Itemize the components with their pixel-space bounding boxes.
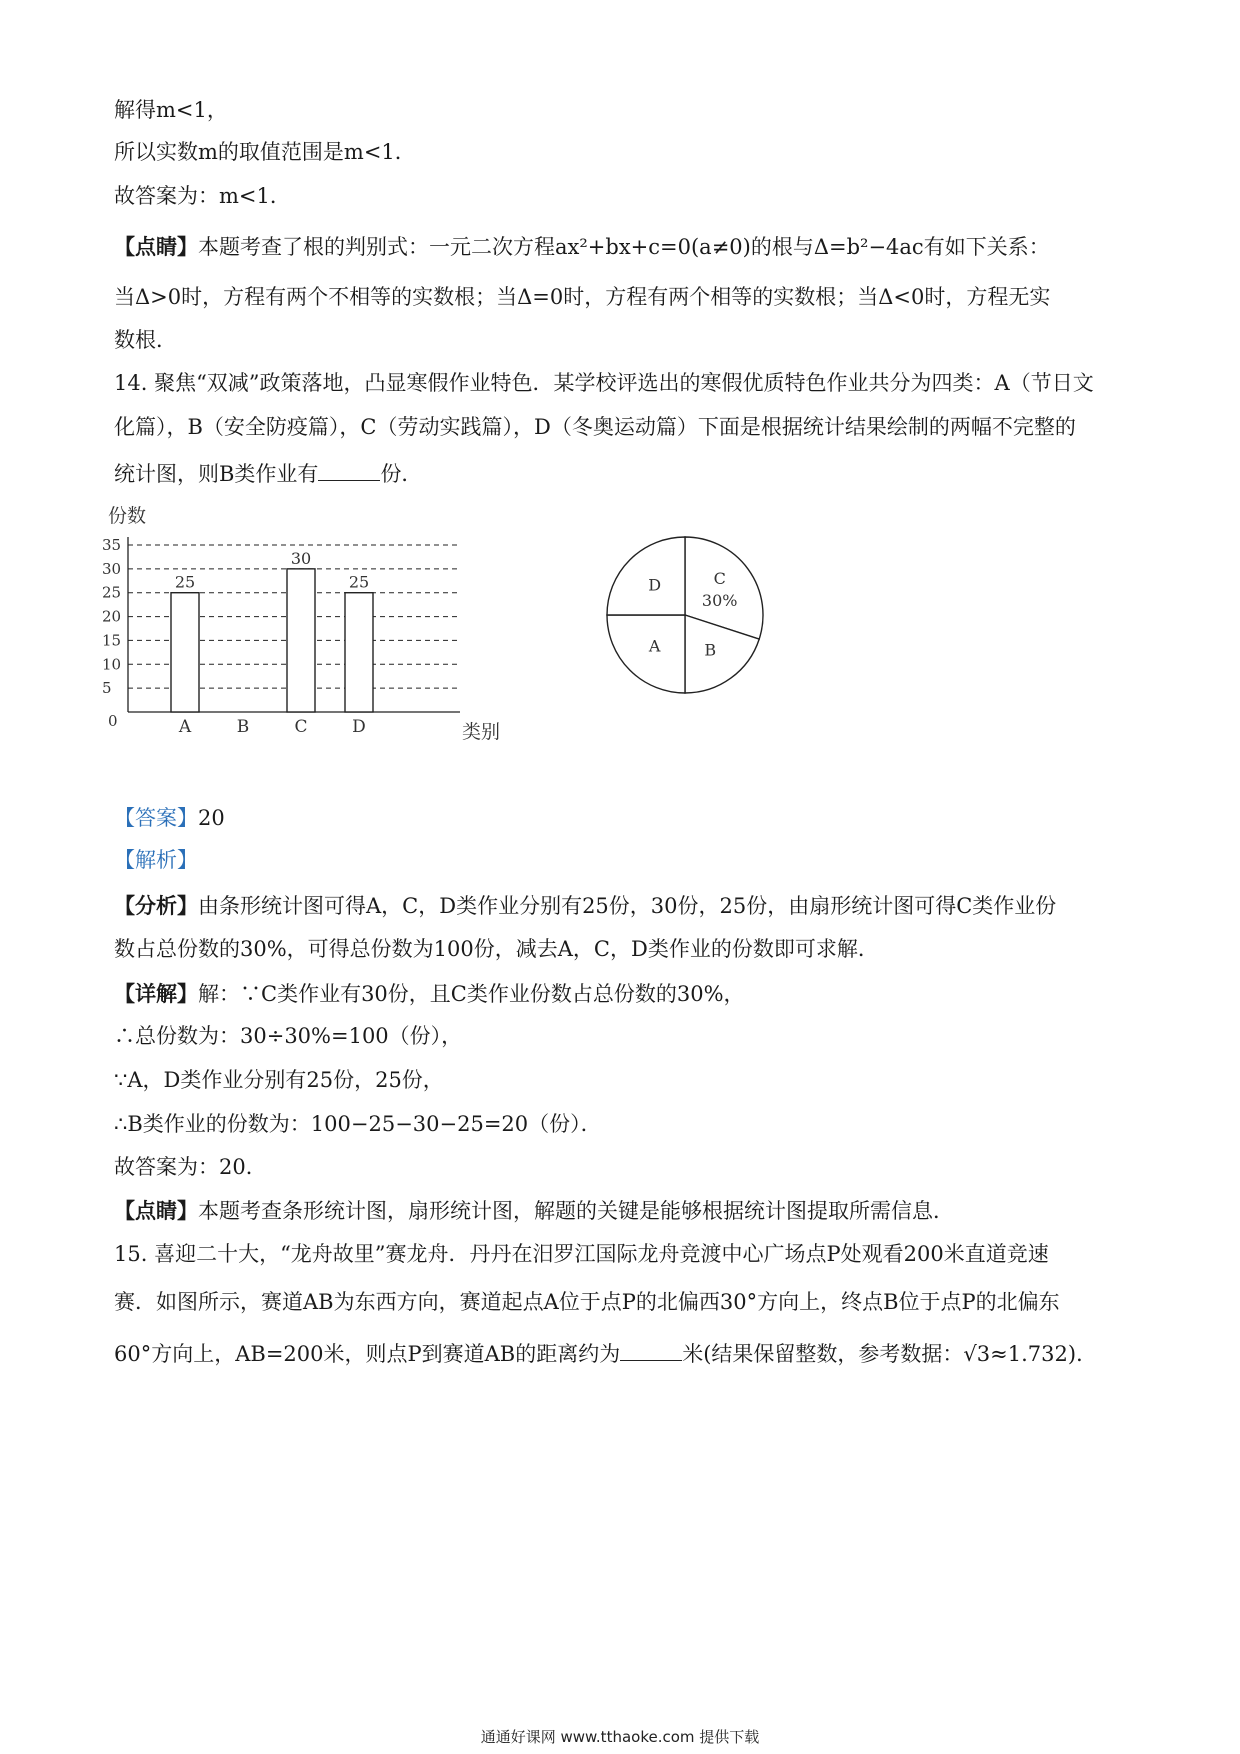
analysis-text-2: 数占总份数的30%，可得总份数为100份，减去A，C，D类作业的份数即可求解． [114, 937, 879, 961]
footer-text: 通通好课网 www.tthaoke.com 提供下载 [480, 1728, 760, 1746]
pie-chart [595, 525, 775, 705]
remark-paragraph-1 [114, 236, 1050, 258]
analysis-tag: 【分析】 [114, 893, 198, 918]
pie-label: C [713, 568, 726, 588]
bar-D [345, 593, 373, 712]
x-tick-label: B [236, 717, 250, 737]
final-remark [114, 1200, 954, 1222]
bar-C [287, 569, 315, 712]
q15-line-3 [114, 1342, 1097, 1365]
analysis-paragraph [114, 895, 1056, 917]
bar-data-label: 30 [290, 548, 312, 568]
pie-slice-D [607, 537, 685, 615]
pie-percent-label: 30% [701, 590, 738, 610]
x-tick-label: A [178, 717, 192, 737]
detail-text-4: ∴B类作业的份数为：100−25−30−25=20（份）． [114, 1112, 602, 1136]
detail-paragraph [114, 983, 745, 1005]
remark-text-1: 本题考查了根的判别式：一元二次方程ax²+bx+c=0(a≠0)的根与Δ=b²−4ac有如下关系： [198, 235, 1050, 259]
q14-line-1: 14. 聚焦“双减”政策落地，凸显寒假作业特色．某学校评选出的寒假优质特色作业共分为四类：A（节日文 [114, 371, 1094, 395]
q14-line-3 [114, 462, 422, 485]
answer-line [114, 808, 225, 829]
answer-blank [318, 462, 380, 481]
x-tick-label: D [352, 717, 366, 737]
y-tick-label: 35 [102, 536, 122, 554]
detail-text-2: ∴总份数为：30÷30%=100（份）， [114, 1024, 463, 1048]
final-remark-tag: 【点睛】 [114, 1198, 198, 1223]
analysis-heading: 【解析】 [114, 848, 198, 872]
y-tick-label: 15 [102, 631, 122, 650]
pie-label: A [648, 636, 661, 656]
q15-answer-blank [620, 1342, 682, 1361]
solution-line-3: 故答案为：m<1． [114, 184, 291, 208]
q14-line-3-text: 统计图，则B类作业有 [114, 462, 319, 486]
final-remark-text: 本题考查条形统计图，扇形统计图，解题的关键是能够根据统计图提取所需信息． [198, 1199, 954, 1223]
q14-line-3-end: 份． [380, 462, 423, 486]
q15-line-3-end: 米(结果保留整数，参考数据：√3≈1.732)． [682, 1342, 1098, 1366]
bar-data-label: 25 [348, 572, 370, 592]
pie-slice-A [607, 615, 685, 693]
q14-line-2: 化篇），B（安全防疫篇），C（劳动实践篇），D（冬奥运动篇）下面是根据统计结果绘制的两幅不完整的 [114, 415, 1076, 439]
y-tick-label: 25 [102, 583, 122, 602]
bar-A [171, 593, 199, 712]
y-tick-label: 20 [102, 607, 122, 626]
x-axis-label: 类别 [462, 721, 501, 743]
q15-line-3-text: 60°方向上，AB=200米，则点P到赛道AB的距离约为 [114, 1342, 621, 1366]
x-tick-label: C [294, 717, 308, 737]
pie-label: B [704, 640, 717, 660]
bar-data-label: 25 [174, 572, 196, 592]
detail-tag: 【详解】 [114, 981, 198, 1006]
y-tick-label: 30 [102, 559, 122, 578]
detail-text-3: ∵A，D类作业分别有25份，25份， [114, 1068, 444, 1092]
answer-value: 20 [198, 806, 225, 830]
remark-tag: 【点睛】 [114, 234, 198, 259]
q15-line-1: 15. 喜迎二十大，“龙舟故里”赛龙舟．丹丹在汨罗江国际龙舟竞渡中心广场点P处观看200米直道竞速 [114, 1242, 1049, 1266]
y-tick-label: 10 [102, 655, 122, 674]
bar-chart [100, 500, 570, 770]
pie-label: D [648, 575, 662, 595]
analysis-text-1: 由条形统计图可得A，C，D类作业分别有25份，30份，25份，由扇形统计图可得C类作业份 [198, 894, 1057, 918]
solution-line-1: 解得m<1， [114, 98, 228, 122]
remark-text-2: 当Δ>0时，方程有两个不相等的实数根；当Δ=0时，方程有两个相等的实数根；当Δ<0时，方程无实 [114, 285, 1051, 309]
q15-line-2: 赛．如图所示，赛道AB为东西方向，赛道起点A位于点P的北偏西30°方向上，终点B位于点P的北偏东 [114, 1290, 1060, 1314]
answer-tag: 【答案】 [114, 806, 198, 830]
remark-text-3: 数根． [114, 328, 177, 352]
y-tick-label: 0 [108, 712, 118, 730]
detail-text-5: 故答案为：20． [114, 1155, 267, 1179]
solution-line-2: 所以实数m的取值范围是m<1． [114, 140, 416, 164]
detail-text-1: 解：∵C类作业有30份，且C类作业份数占总份数的30%， [198, 982, 745, 1006]
y-tick-label: 5 [102, 679, 112, 698]
y-axis-label: 份数 [108, 505, 147, 527]
